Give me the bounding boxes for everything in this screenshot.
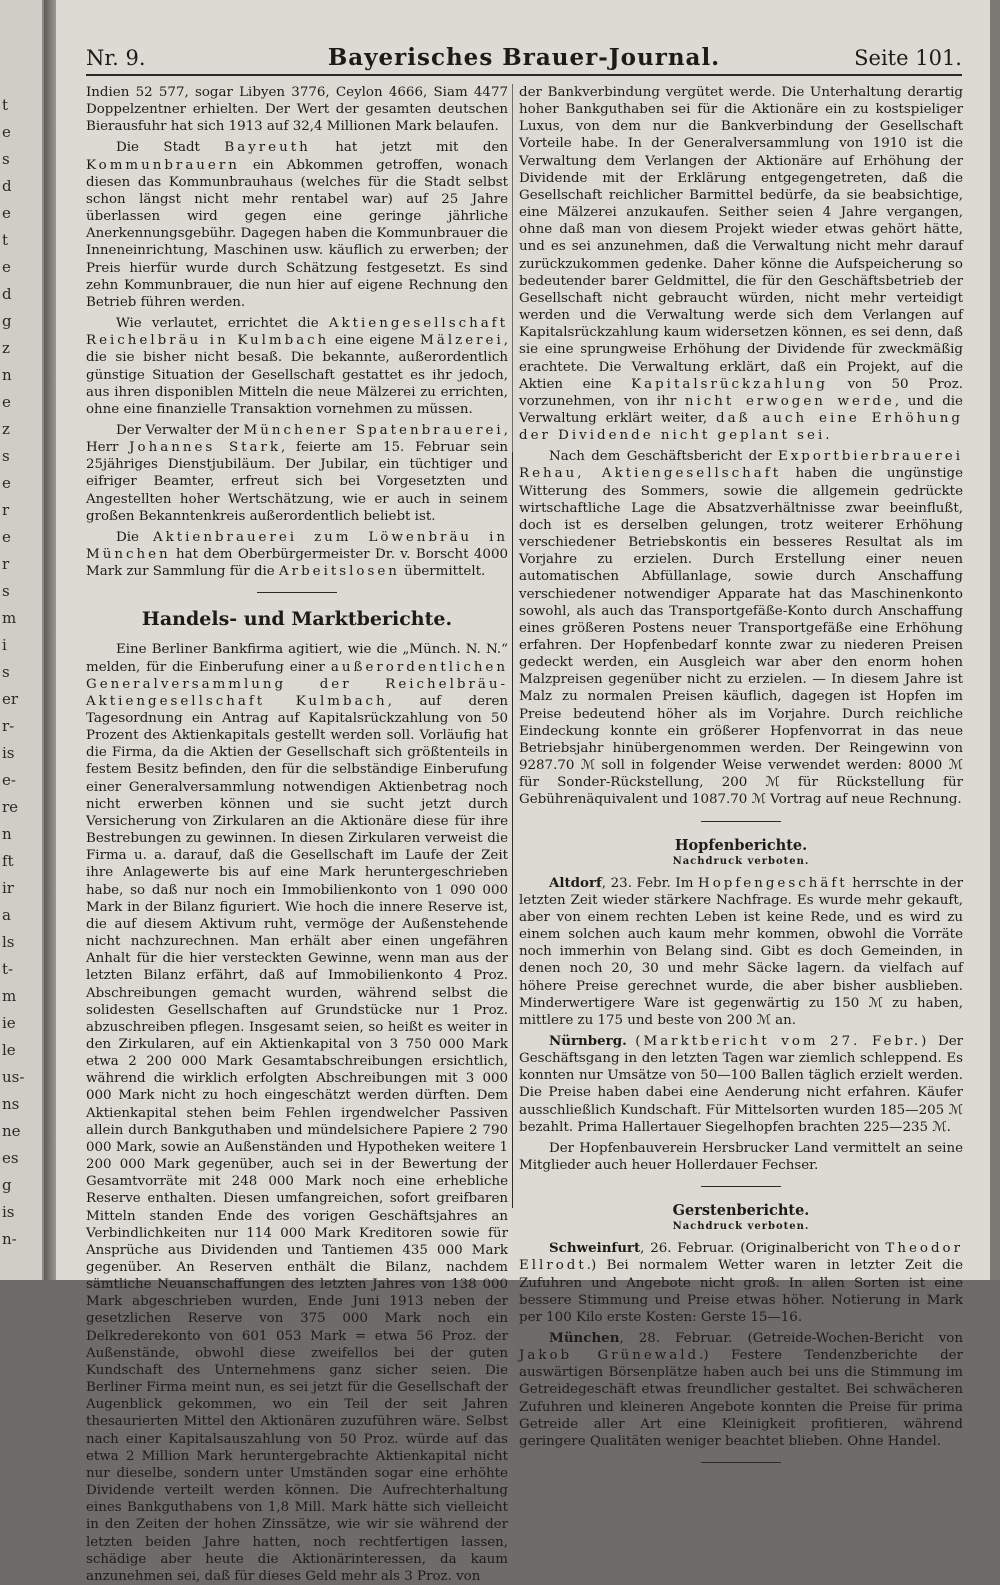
previous-page-text-fragment: e bbox=[2, 123, 11, 141]
section-divider-end bbox=[701, 1462, 781, 1463]
column-rule bbox=[512, 452, 513, 1208]
previous-page-text-fragment: ft bbox=[2, 852, 14, 870]
report-altdorf: Altdorf, 23. Febr. Im Hopfengeschäft herrschte in der letzten Zeit wieder stärkere Nachfrage. Es wurde mehr gekauft, aber von einem rechten Leben ist keine Rede, und es wird zu einem solchen auch kaum mehr kommen, obwohl die Vorräte noch immerhin von Belang sind. Gibt es doch Gemeinden, in denen noch 20, 30 und mehr Säcke lagern. da vielfach auf höhere Preise gerechnet wurde, die aber bisher ausblieben. Minderwertigere Ware ist gegenwärtig zu 150 ℳ zu haben, mittlere zu 175 und beste von 200 ℳ an. bbox=[519, 874, 963, 1028]
previous-page-text-fragment: us- bbox=[2, 1068, 25, 1086]
right-column bbox=[519, 84, 964, 1449]
previous-page-text-fragment: a bbox=[2, 906, 11, 924]
previous-page-text-fragment: e bbox=[2, 474, 11, 492]
previous-page-text-fragment: z bbox=[2, 339, 10, 357]
previous-page-text-fragment: e bbox=[2, 204, 11, 222]
previous-page-text-fragment: s bbox=[2, 447, 10, 465]
article-bankfirma-continued: der Bankverbindung vergütet werde. Die Unterhaltung derartig hoher Bankguthaben sei für die Aktionäre ein zu kostspieliger Luxus, von dem nur die Bankverbindung der Gesellschaft Vorteile habe. In der Generalversammlung von 1910 ist die Verwaltung dem Verlangen der Aktionäre auf Erhöhung der Dividende mit der Erklärung entgegengetreten, daß die Gesellschaft reichlicher Barmittel bedürfe, da sie beabsichtige, eine Mälzerei anzukaufen. Seither seien 4 Jahre vergangen, ohne daß man von diesem Projekt wieder etwas gehört hätte, und es sei anzunehmen, daß die Verwaltung nicht mehr darauf zurückzukommen gedenke. Daher könne die Aufspeicherung so bedeutender barer Geldmittel, die für den Geschäftsbetrieb der Gesellschaft nicht gebraucht würden, nicht mehr verteidigt werden und die Verwaltung werde sich dem Verlangen auf Kapitalsrückzahlung kaum widersetzen können, es sei denn, daß sie eine sprungweise Erhöhung der Dividende für zweckmäßig erachtete. Die Verwaltung erklärt, daß ein Projekt, auf die Aktien eine Kapitalsrückzahlung von 50 Proz. vorzunehmen, von ihr nicht erwogen werde, und die Verwaltung erklärt weiter, daß auch eine Erhöhung der Dividende nicht geplant sei. bbox=[519, 85, 964, 444]
column-rule-upper bbox=[512, 84, 513, 454]
previous-page-text-fragment: z bbox=[2, 420, 10, 438]
previous-page-text-fragment: n bbox=[2, 825, 12, 843]
previous-page-text-fragment: r- bbox=[2, 717, 15, 735]
place-name: Bayreuth bbox=[224, 140, 311, 156]
previous-page-text-fragment: s bbox=[2, 150, 10, 168]
article-rehau: Nach dem Geschäftsbericht der Exportbierbrauerei Rehau, Aktiengesellschaft haben die ungünstige Witterung des Sommers, sowie die allgemein gedrückte wirtschaftliche Lage die Absatzverhältnisse zwar beeinflußt, doch ist es derselben gelungen, trotz weiterer Erhöhung verschiedener Betriebskontis ein besseres Resultat als im Vorjahre zu erzielen. Durch Erstellung einer neuen automatischen Abfüllanlage, sowie durch Anschaffung verschiedener notwendiger Apparate hat das Maschinenkonto sowohl, als auch das Transportgefäße-Konto durch Anschaffung eines größeren Postens neuer Transportgefäße eine Erhöhung erfahren. Der Hopfenbedarf konnte zwar zu niederen Preisen gedeckt werden, ein Ausgleich war aber den enorm hohen Malzpreisen gegenüber nicht zu erzielen. — In diesem Jahre ist Malz zu normalen Preisen käuflich, dagegen ist Hopfen im Preise bedeutend höher als im Vorjahre. Durch reichliche Eindeckung konnte ein größerer Hopfenvorrat in das neue Betriebsjahr hinübergenommen werden. Der Reingewinn von 9287.70 ℳ soll in folgender Weise verwendet werden: 8000 ℳ für Sonder-Rückstellung, 200 ℳ für Rückstellung für Gebührenäquivalent und 1087.70 ℳ Vortrag auf neue Rechnung. bbox=[519, 449, 963, 808]
previous-page-text-fragment: m bbox=[2, 609, 17, 627]
issue-number: Nr. 9. bbox=[86, 46, 146, 70]
previous-page-text-fragment: le bbox=[2, 1041, 16, 1059]
previous-page-text-fragment: n bbox=[2, 366, 12, 384]
previous-page-text-fragment: ir bbox=[2, 879, 14, 897]
section-title-hopfen: Hopfenberichte. bbox=[674, 836, 808, 854]
section-divider bbox=[701, 1186, 781, 1187]
previous-page-text-fragment: ne bbox=[2, 1122, 21, 1140]
previous-page-text-fragment: re bbox=[2, 798, 19, 816]
previous-page-text-fragment: es bbox=[2, 1149, 19, 1167]
report-hersbruck: Der Hopfenbauverein Hersbrucker Land vermittelt an seine Mitglieder auch heuer Hollerdauer Fechser. bbox=[519, 1140, 963, 1174]
previous-page-text-fragment: m bbox=[2, 987, 17, 1005]
previous-page-text-fragment: g bbox=[2, 312, 12, 330]
previous-page-text-fragment: r bbox=[2, 555, 10, 573]
page-header bbox=[86, 44, 962, 76]
previous-page-text-fragment: e- bbox=[2, 771, 16, 789]
page-gutter bbox=[44, 0, 56, 1280]
article-bankfirma: Eine Berliner Bankfirma agitiert, wie die „Münch. N. N.“ melden, für die Einberufung einer außerordentlichen Generalversammlung der Reichelbräu-Aktiengesellschaft Kulmbach, auf deren Tagesordnung ein Antrag auf Kapitalsrückzahlung von 50 Prozent des Aktienkapitals gestellt werden soll. Vorläufig hat die Firma, da die Aktien der Gesellschaft sich größtenteils in festem Besitz befinden, den für die selbständige Einberufung einer Generalversammlung notwendigen Aktienbetrag noch nicht erwerben können und sie sucht jetzt durch Versicherung von Zirkularen an die Aktionäre diese für ihre Bestrebungen zu gewinnen. In diesen Zirkularen verweist die Firma u. a. darauf, daß die Gesellschaft im Laufe der Zeit ihre Anlagewerte bis auf eine Mark heruntergeschrieben habe, so daß nur noch ein Immobilienkonto von 1 090 000 Mark in der Bilanz figuriert. Wie hoch die innere Reserve ist, die auf diesem Aktivum ruht, vermöge der Außenstehende nicht nachzurechnen. Man erhält aber einen ungefähren Anhalt für die hier versteckten Gewinne, wenn man aus der letzten Bilanz erfährt, daß auf Immobilienkonto 4 Proz. Abschreibungen gemacht wurden, während selbst die solidesten Gesellschaften auf Grundstücke nur 1 Proz. abzuschreiben pflegen. Insgesamt seien, so heißt es weiter in den Zirkularen, auf ein Aktienkapital von 3 750 000 Mark etwa 2 200 000 Mark Gesamtabschreibungen ersichtlich, während die wirklich erfolgten Abschreibungen mit 3 000 000 Mark nicht zu hoch eingeschätzt werden dürften. Dem Aktienkapital stehen beim Fehlen irgendwelcher Passiven allein durch Bankguthaben und mündelsichere Papiere 2 790 000 Mark, sowie an Außenständen und Hypotheken weitere 1 200 000 Mark gegenüber, auch sei in der Bewertung der Gesamtvorräte mit 248 000 Mark noch eine erhebliche Reserve enthalten. Diesen umfangreichen, sofort greifbaren Mitteln standen Ende des vorigen Geschäftsjahres an Verbindlichkeiten nur 114 000 Mark Kreditoren sowie für Ansprüche aus Dividenden und Tantiemen 435 000 Mark gegenüber. An Reserven enthält die Bilanz, nachdem sämtliche Neuanschaffungen des letzten Jahres von 138 000 Mark abgeschrieben wurden, Ende Juni 1913 neben der gesetzlichen Reserve von 375 000 Mark noch ein Delkrederekonto von 601 053 Mark = etwa 56 Proz. der Außenstände, obwohl diese zweifellos bei der guten Kundschaft des Unternehmens ganz sicher seien. Die Berliner Firma meint nun, es sei jetzt für die Gesellschaft der Augenblick gekommen, wo ein Teil der seit Jahren thesaurierten Mittel den Aktionären zuzuführen wäre. Selbst nach einer Kapitalsauszahlung von 50 Proz. würde auf das etwa 2 Million Mark heruntergebrachte Aktienkapital nicht nur dieselbe, sondern unter Umständen sogar eine erhöhte Dividende verteilt werden können. Die Aufrechterhaltung eines Bankguthabens von 1,8 Mill. Mark hätte sich vielleicht in den Zeiten der hohen Zinssätze, wie wir sie während der letzten beiden Jahre hatten, noch rechtfertigen lassen, schädige aber heute die Aktionärinteressen, da kaum anzunehmen sei, daß für dieses Geld mehr als 3 Proz. von bbox=[86, 642, 508, 1584]
section-title-handels: Handels- und Marktberichte. bbox=[141, 608, 453, 631]
previous-page-text-fragment: er bbox=[2, 690, 19, 708]
article-loewenbraeu: Die Aktienbrauerei zum Löwenbräu in München hat dem Oberbürgermeister Dr. v. Borscht 4000 Mark zur Sammlung für die Arbeitslosen übermittelt. bbox=[86, 529, 508, 580]
article-reichelbraeu: Wie verlautet, errichtet die Aktiengesellschaft Reichelbräu in Kulmbach eine eigene Mälzerei, die sie bisher nicht besaß. Die bekannte, außerordentlich günstige Situation der Gesellschaft gestattet es ihr jedoch, aus ihren disponiblen Mitteln die neue Mälzerei zu errichten, ohne eine finanzielle Transaktion vornehmen zu müssen. bbox=[86, 316, 509, 417]
section-divider bbox=[257, 592, 337, 593]
journal-title: Bayerisches Brauer-Journal. bbox=[327, 44, 721, 71]
reprint-notice: Nachdruck verboten. bbox=[672, 855, 810, 867]
previous-page-text-fragment: e bbox=[2, 258, 11, 276]
previous-page-text-fragment: r bbox=[2, 501, 10, 519]
previous-page-text-fragment: ls bbox=[2, 933, 15, 951]
article-export-end: Indien 52 577, sogar Libyen 3776, Ceylon 4666, Siam 4477 Doppelzentner erhielten. Der Wert der gesamten deutschen Bierausfuhr hat sich 1913 auf 32,4 Millionen Mark belaufen. bbox=[86, 85, 508, 135]
left-column bbox=[86, 84, 509, 1584]
previous-page-text-fragment: ie bbox=[2, 1014, 16, 1032]
article-spatenbrauerei: Der Verwalter der Münchener Spatenbrauerei, Herr Johannes Stark, feierte am 15. Februar sein 25jähriges Dienstjubiläum. Der Jubilar, ein tüchtiger und eifriger Beamter, erfreut sich bei Vorgesetzten und Angestellten hoher Wertschätzung, wie er auch in seinem großen Bekanntenkreis außerordentlich beliebt ist. bbox=[86, 422, 508, 524]
previous-page-text-fragment: t- bbox=[2, 960, 14, 978]
article-bayreuth: Die Stadt Bayreuth hat jetzt mit den Kommunbrauern ein Abkommen getroffen, wonach diesen das Kommunbrauhaus (welches für die Stadt selbst schon längst nicht mehr rentabel war) auf 25 Jahre überlassen wird gegen eine geringe jährliche Anerkennungsgebühr. Dagegen haben die Kommunbrauer die Inneneinrichtung, Maschinen usw. käuflich zu erwerben; der Preis hierfür wurde durch Schätzung festgesetzt. Es sind zehn Kommunbrauer, die nun hier auf eigene Rechnung den Betrieb führen werden. bbox=[86, 140, 508, 310]
previous-page-text-fragment: ns bbox=[2, 1095, 20, 1113]
previous-page-text-fragment: e bbox=[2, 393, 11, 411]
page-number: Seite 101. bbox=[854, 46, 962, 70]
previous-page-text-fragment: t bbox=[2, 231, 9, 249]
previous-page-text-fragment: s bbox=[2, 663, 10, 681]
previous-page-text-fragment: t bbox=[2, 96, 9, 114]
previous-page-text-fragment: e bbox=[2, 528, 11, 546]
report-muenchen: München, 28. Februar. (Getreide-Wochen-Bericht von Jakob Grünewald.) Festere Tendenzberichte der auswärtigen Börsenplätze haben auch bei uns die Stimmung im Getreidegeschäft etwas freundlicher gestaltet. Bei schwächeren Zufuhren und kleineren Angebote konnten die Preise für prima Getreide aller Art eine Kleinigkeit profitieren, während geringere Qualitäten weniger beachtet blieben. Ohne Handel. bbox=[519, 1330, 963, 1449]
reprint-notice: Nachdruck verboten. bbox=[672, 1221, 810, 1233]
previous-page-text-fragment: i bbox=[2, 636, 7, 654]
section-divider bbox=[701, 821, 781, 822]
previous-page-text-fragment: n- bbox=[2, 1230, 17, 1248]
previous-page-text-fragment: is bbox=[2, 744, 15, 762]
previous-page-text-fragment: d bbox=[2, 177, 12, 195]
report-nuernberg: Nürnberg. (Marktbericht vom 27. Febr.) Der Geschäftsgang in den letzten Tagen war ziemlich schleppend. Es konnten nur Umsätze von 50—100 Ballen täglich erzielt werden. Die Preise haben dabei eine Aenderung nicht erfahren. Käufer ausschließlich Kundschaft. Für Mittelsorten wurden 185—205 ℳ bezahlt. Prima Hallertauer Siegelhopfen brachten 225—235 ℳ. bbox=[519, 1032, 964, 1135]
previous-page-edge bbox=[0, 0, 44, 1280]
previous-page-text-fragment: g bbox=[2, 1176, 12, 1194]
previous-page-text-fragment: d bbox=[2, 285, 12, 303]
previous-page-text-fragment: s bbox=[2, 582, 10, 600]
previous-page-text-fragment: is bbox=[2, 1203, 15, 1221]
section-title-gerste: Gerstenberichte. bbox=[672, 1202, 810, 1220]
newspaper-page bbox=[56, 0, 1000, 1584]
report-schweinfurt: Schweinfurt, 26. Februar. (Originalbericht von Theodor Ellrodt.) Bei normalem Wetter waren in letzter Zeit die Zufuhren und Angebote nicht groß. In allen Sorten ist eine bessere Stimmung und Preise etwas höher. Notierung in Mark per 100 Kilo erste Kosten: Gerste 15—16. bbox=[519, 1240, 963, 1325]
